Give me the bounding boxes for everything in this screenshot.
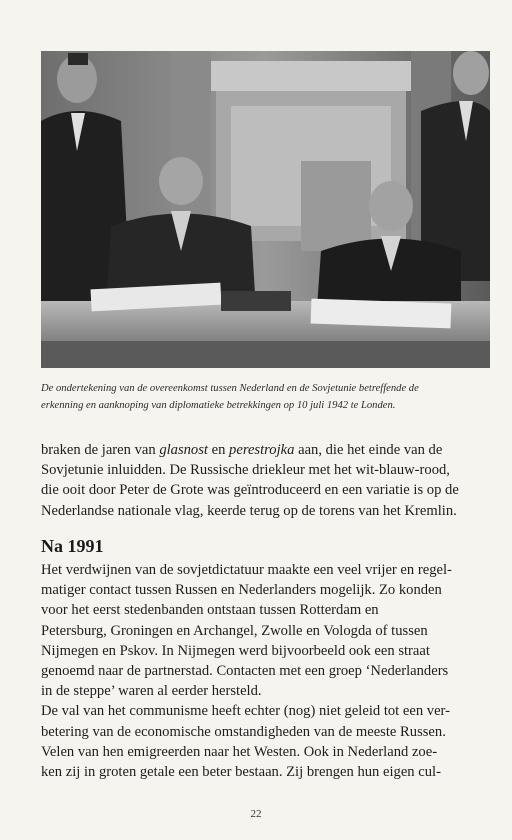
paragraph-line: in de steppe’ waren al eerder hersteld. (41, 683, 262, 700)
text-run: aan, die het einde van de (294, 442, 443, 458)
historical-photo (41, 51, 490, 368)
paragraph-line: De val van het communisme heeft echter (nog) niet geleid tot een ver- (41, 703, 450, 720)
paragraph-line (41, 440, 493, 460)
paragraph-line: die ooit door Peter de Grote was geïntroduceerd en een variatie is op de (41, 482, 459, 499)
caption-line: De ondertekening van de overeenkomst tussen Nederland en de Sovjetunie betreffende de (41, 383, 419, 394)
paragraph-line: matiger contact tussen Russen en Nederlanders mogelijk. Zo konden (41, 582, 442, 599)
photo-signing-ceremony (41, 51, 490, 368)
paragraph-1 (41, 440, 493, 521)
paragraph-line: betering van de economische omstandigheden van de meeste Russen. (41, 723, 446, 740)
paragraph-line: Petersburg, Groningen en Archangel, Zwolle en Vologda of tussen (41, 622, 428, 639)
paragraph-2 (41, 560, 493, 782)
italic-term-glasnost: glasnost (159, 442, 208, 458)
paragraph-line: Velen van hen emigreerden naar het Westen. Ook in Nederland zoe- (41, 743, 438, 760)
paragraph-line: Sovjetunie inluidden. De Russische driekleur met het wit-blauw-rood, (41, 462, 450, 479)
page-number: 22 (250, 808, 262, 820)
paragraph-line: ken zij in groten getale een beter bestaan. Zij brengen hun eigen cul- (41, 764, 441, 781)
photo-caption (41, 380, 493, 414)
paragraph-line: voor het eerst stedenbanden ontstaan tussen Rotterdam en (41, 602, 379, 619)
paragraph-line: genoemd naar de partnerstad. Contacten met een groep ‘Nederlanders (41, 663, 449, 680)
italic-term-perestrojka: perestrojka (229, 442, 295, 458)
caption-line: erkenning en aanknoping van diplomatieke betrekkingen op 10 juli 1942 te Londen. (41, 400, 396, 411)
text-run: braken de jaren van (41, 442, 160, 458)
paragraph-line: Nederlandse nationale vlag, keerde terug op de torens van het Kremlin. (41, 502, 457, 519)
paragraph-line: Het verdwijnen van de sovjetdictatuur maakte een veel vrijer en regel- (41, 562, 452, 578)
paragraph-line: Nijmegen en Pskov. In Nijmegen werd bijvoorbeeld ook een straat (41, 642, 430, 659)
section-heading: Na 1991 (41, 536, 104, 556)
text-run: en (207, 442, 230, 458)
